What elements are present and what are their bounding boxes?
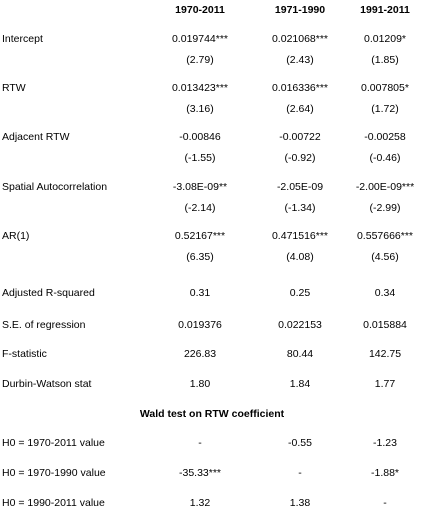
row-label-h0-1970-2011: H0 = 1970-2011 value bbox=[2, 437, 105, 449]
tstat-adjacent-rtw-1971-1990: (-0.92) bbox=[284, 152, 316, 164]
row-label-h0-1970-1990: H0 = 1970-1990 value bbox=[2, 467, 106, 479]
wald-h0-1990-2011-col1: 1.32 bbox=[189, 497, 211, 509]
row-label-f-statistic: F-statistic bbox=[2, 348, 47, 360]
row-label-intercept: Intercept bbox=[2, 33, 43, 45]
wald-test-title: Wald test on RTW coefficient bbox=[139, 408, 285, 420]
row-label-adjusted-r-squared: Adjusted R-squared bbox=[2, 287, 95, 299]
wald-h0-1970-2011-col1: - bbox=[198, 437, 202, 449]
tstat-rtw-1971-1990: (2.64) bbox=[286, 103, 314, 115]
stat-dw-1970-2011: 1.80 bbox=[189, 378, 211, 390]
stat-se-1971-1990: 0.022153 bbox=[278, 319, 322, 331]
tstat-rtw-1970-2011: (3.16) bbox=[186, 103, 214, 115]
coef-adjacent-rtw-1991-2011: -0.00258 bbox=[364, 131, 406, 143]
row-label-rtw: RTW bbox=[2, 82, 26, 94]
coef-ar1-1991-2011: 0.557666*** bbox=[356, 230, 414, 242]
stat-r2-1970-2011: 0.31 bbox=[189, 287, 211, 299]
row-label-durbin-watson: Durbin-Watson stat bbox=[2, 378, 92, 390]
stat-dw-1991-2011: 1.77 bbox=[374, 378, 396, 390]
coef-spatial-1991-2011: -2.00E-09*** bbox=[355, 181, 415, 193]
stat-r2-1971-1990: 0.25 bbox=[289, 287, 311, 299]
coef-intercept-1970-2011: 0.019744*** bbox=[171, 33, 229, 45]
column-header-1970-2011: 1970-2011 bbox=[175, 4, 225, 16]
stat-f-1970-2011: 226.83 bbox=[183, 348, 217, 360]
tstat-ar1-1991-2011: (4.56) bbox=[371, 251, 399, 263]
row-label-adjacent-rtw: Adjacent RTW bbox=[2, 131, 70, 143]
wald-h0-1970-1990-col1: -35.33*** bbox=[178, 467, 222, 479]
wald-h0-1970-1990-col3: -1.88* bbox=[370, 467, 400, 479]
coef-adjacent-rtw-1971-1990: -0.00722 bbox=[279, 131, 321, 143]
tstat-ar1-1971-1990: (4.08) bbox=[286, 251, 314, 263]
wald-h0-1990-2011-col3: - bbox=[383, 497, 387, 509]
coef-rtw-1971-1990: 0.016336*** bbox=[271, 82, 329, 94]
coef-rtw-1970-2011: 0.013423*** bbox=[171, 82, 229, 94]
coef-intercept-1991-2011: 0.01209* bbox=[363, 33, 407, 45]
tstat-spatial-1971-1990: (-1.34) bbox=[284, 202, 316, 214]
stat-f-1991-2011: 142.75 bbox=[368, 348, 402, 360]
tstat-adjacent-rtw-1991-2011: (-0.46) bbox=[369, 152, 401, 164]
stat-r2-1991-2011: 0.34 bbox=[374, 287, 396, 299]
coef-ar1-1971-1990: 0.471516*** bbox=[271, 230, 329, 242]
coef-intercept-1971-1990: 0.021068*** bbox=[271, 33, 329, 45]
tstat-spatial-1970-2011: (-2.14) bbox=[184, 202, 216, 214]
wald-h0-1970-2011-col3: -1.23 bbox=[373, 437, 397, 449]
stat-dw-1971-1990: 1.84 bbox=[289, 378, 311, 390]
tstat-ar1-1970-2011: (6.35) bbox=[186, 251, 214, 263]
tstat-intercept-1970-2011: (2.79) bbox=[186, 54, 214, 66]
tstat-rtw-1991-2011: (1.72) bbox=[371, 103, 399, 115]
stat-se-1991-2011: 0.015884 bbox=[363, 319, 407, 331]
wald-h0-1990-2011-col2: 1.38 bbox=[289, 497, 311, 509]
stat-f-1971-1990: 80.44 bbox=[286, 348, 314, 360]
stat-se-1970-2011: 0.019376 bbox=[178, 319, 222, 331]
wald-h0-1970-2011-col2: -0.55 bbox=[288, 437, 312, 449]
tstat-intercept-1991-2011: (1.85) bbox=[371, 54, 399, 66]
coef-adjacent-rtw-1970-2011: -0.00846 bbox=[179, 131, 221, 143]
coef-rtw-1991-2011: 0.007805* bbox=[361, 82, 409, 94]
coef-spatial-1970-2011: -3.08E-09** bbox=[172, 181, 228, 193]
row-label-h0-1990-2011: H0 = 1990-2011 value bbox=[2, 497, 105, 509]
tstat-adjacent-rtw-1970-2011: (-1.55) bbox=[184, 152, 216, 164]
tstat-spatial-1991-2011: (-2.99) bbox=[369, 202, 401, 214]
coef-ar1-1970-2011: 0.52167*** bbox=[174, 230, 226, 242]
coef-spatial-1971-1990: -2.05E-09 bbox=[276, 181, 324, 193]
row-label-ar1: AR(1) bbox=[2, 230, 30, 242]
row-label-se-of-regression: S.E. of regression bbox=[2, 319, 86, 331]
tstat-intercept-1971-1990: (2.43) bbox=[286, 54, 314, 66]
row-label-spatial-autocorrelation: Spatial Autocorrelation bbox=[2, 181, 108, 193]
column-header-1971-1990: 1971-1990 bbox=[274, 4, 326, 16]
wald-h0-1970-1990-col2: - bbox=[298, 467, 302, 479]
column-header-1991-2011: 1991-2011 bbox=[360, 4, 410, 16]
